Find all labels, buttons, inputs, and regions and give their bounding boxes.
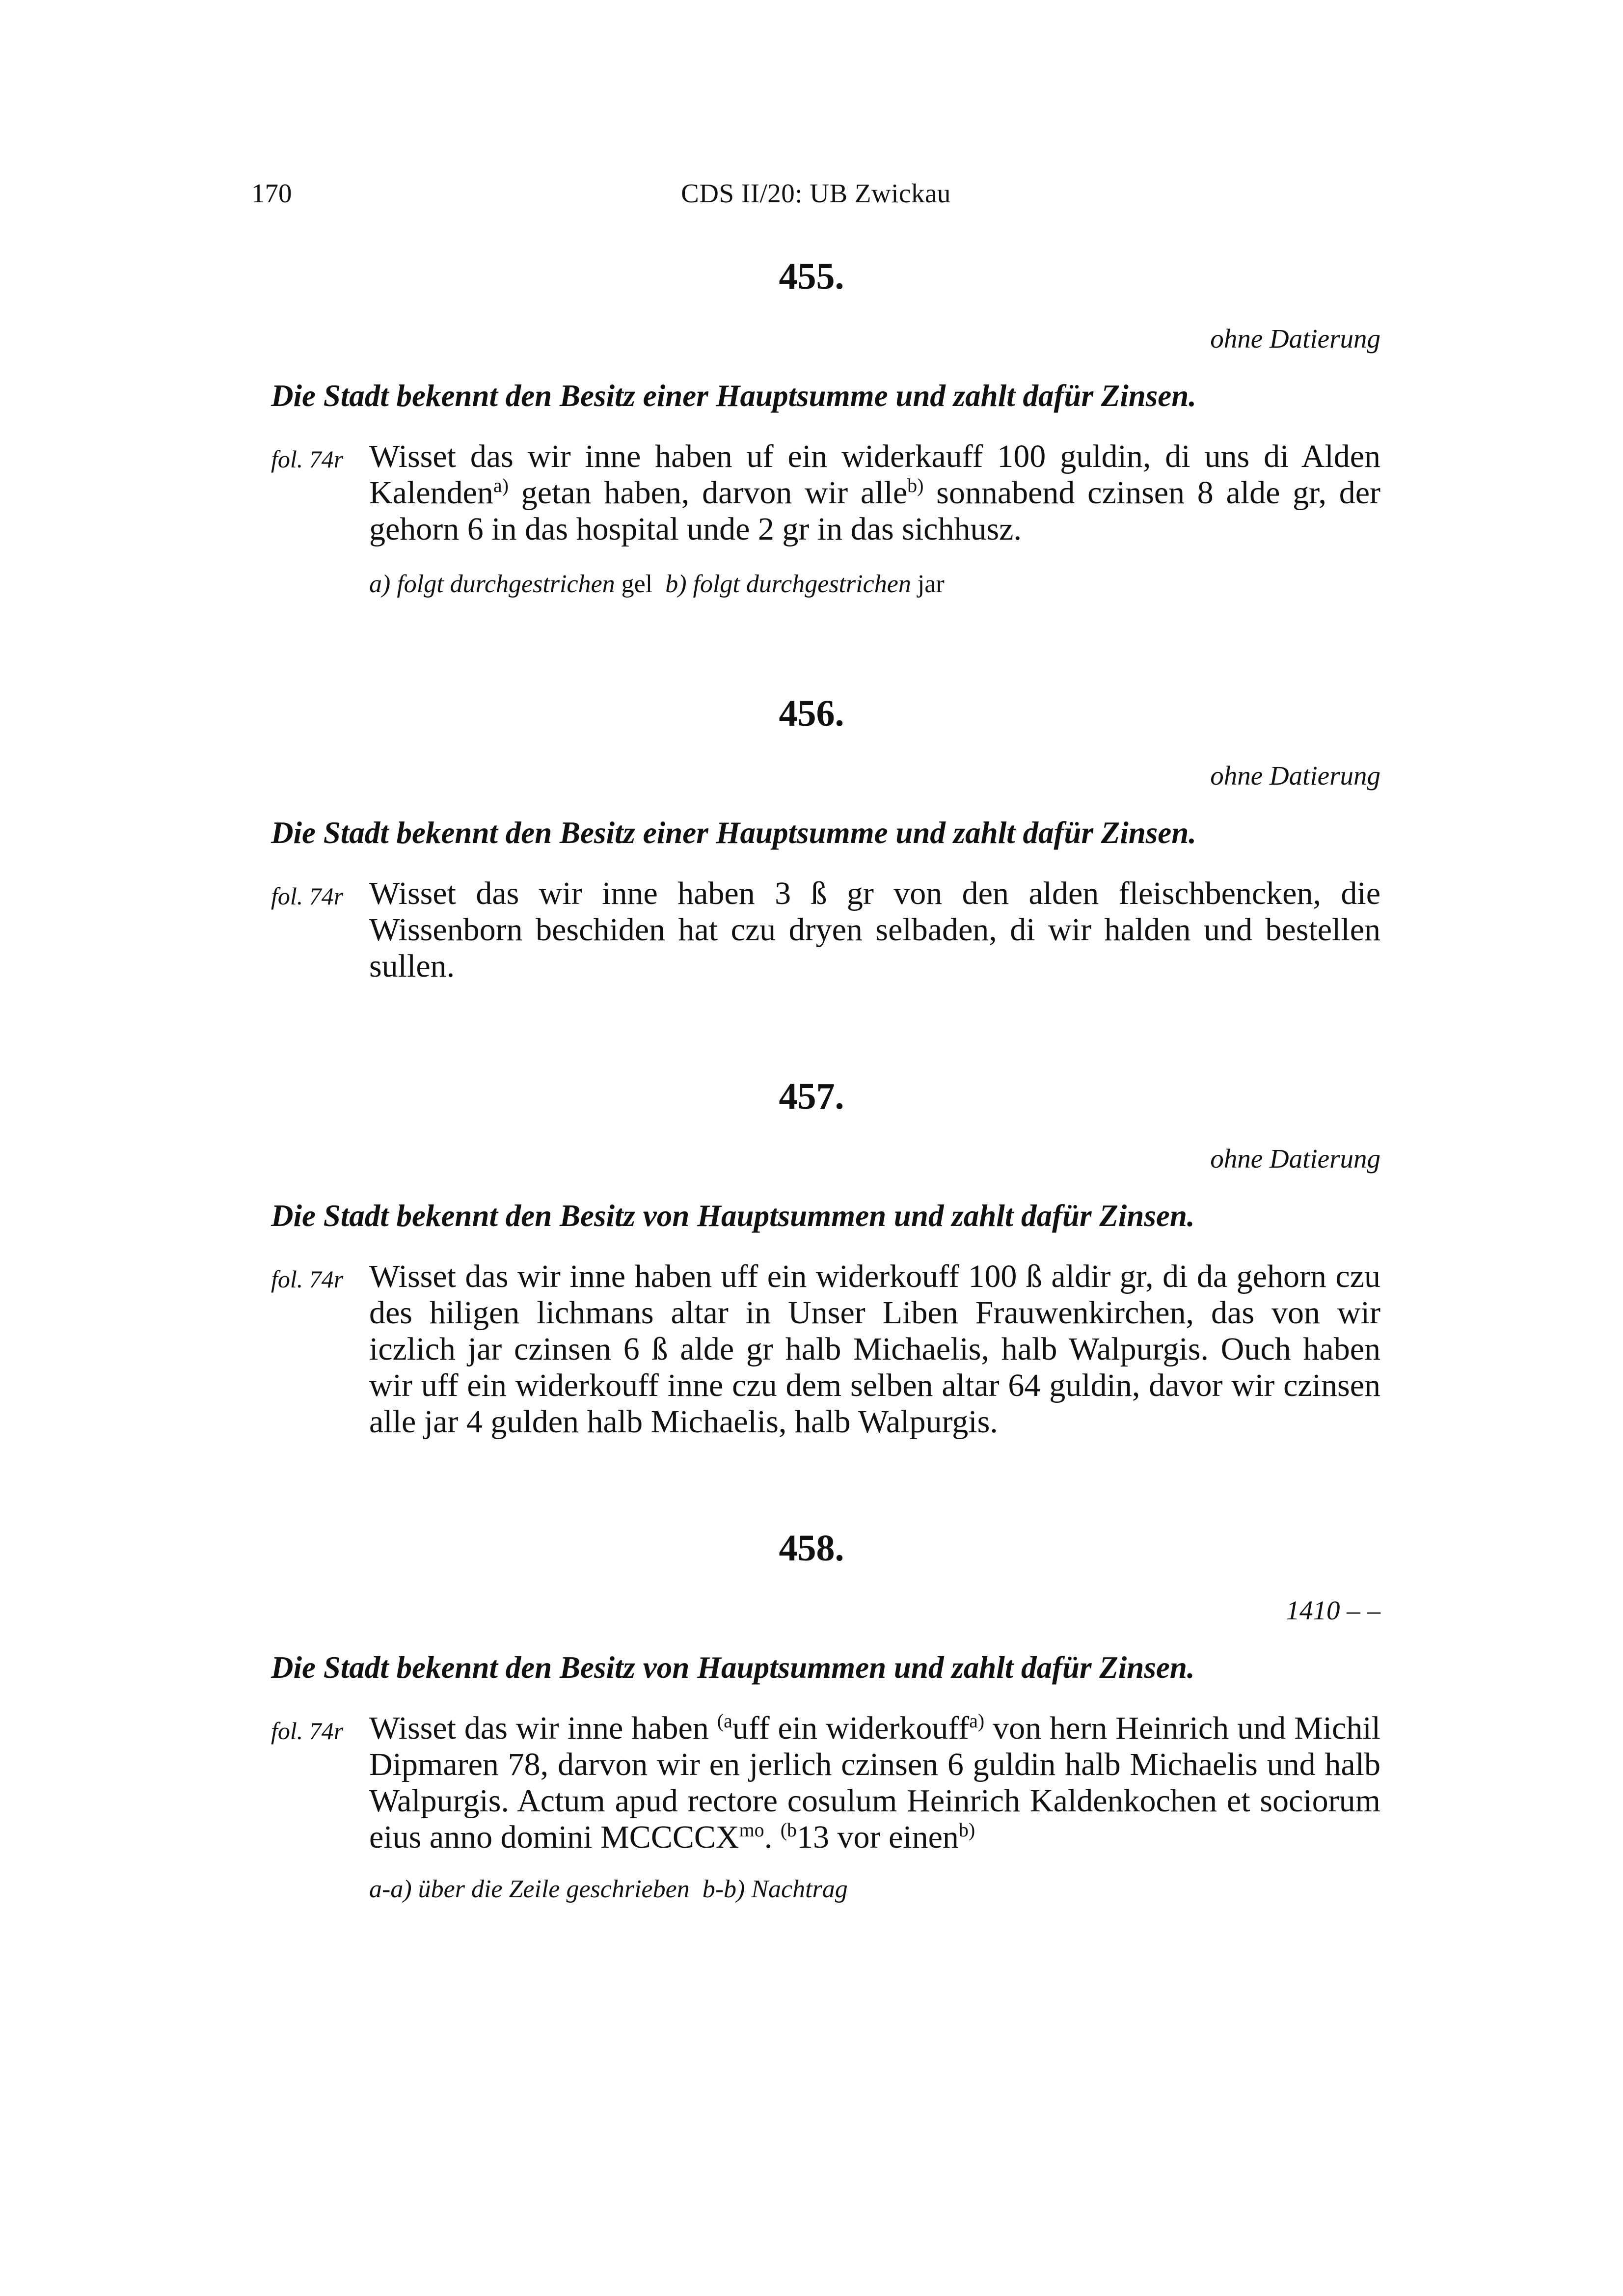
footnote-marker: (b: [780, 1819, 797, 1841]
folio-reference: fol. 74r: [271, 882, 344, 910]
entry-date: ohne Datierung: [1210, 761, 1380, 791]
footnotes: a-a) über die Zeile geschrieben b-b) Nachtrag: [369, 1875, 848, 1903]
entry-date: 1410 – –: [1286, 1595, 1380, 1625]
footnote-marker: b): [958, 1819, 975, 1841]
folio-reference: fol. 74r: [271, 1717, 344, 1745]
entry-summary: Die Stadt bekennt den Besitz einer Hauptsumme und zahlt dafür Zinsen.: [271, 379, 1197, 413]
entry-number: 457.: [779, 1076, 844, 1117]
entry-text: Wisset das wir inne haben $^{(a}$uff ein widerkouff$^{a)}$ von hern Heinrich und Michil Dipmaren 78, darvon wir en jerlich czinsen 6 guldin halb Michaelis und halb Walpurgis. Actum apud rectore cosulum Heinrich Kaldenkochen et sociorum eius anno domini $MCCCCX^{mo}$. $^{(b}$13 vor einen$^{b)}$: [369, 1710, 1380, 1855]
entry-number: 455.: [779, 256, 844, 297]
page-number: 170: [251, 178, 292, 208]
entry-date: ohne Datierung: [1210, 324, 1380, 354]
entry-text: Wisset das wir inne haben uf ein widerkauff 100 guldin, di uns di Alden Kalenden$^{a)}$ getan haben, darvon wir alle$^{b)}$ sonnabend czinsen 8 alde gr, der gehorn 6 in das hospital unde 2 gr in das sichhusz.: [369, 438, 1380, 547]
footnote-marker: a): [493, 474, 509, 496]
entry-number: 458.: [779, 1528, 844, 1569]
entry-summary: Die Stadt bekennt den Besitz einer Hauptsumme und zahlt dafür Zinsen.: [271, 816, 1197, 850]
page-header: [251, 178, 1380, 217]
entry-summary: Die Stadt bekennt den Besitz von Hauptsummen und zahlt dafür Zinsen.: [271, 1199, 1195, 1233]
footnotes: a) folgt durchgestrichen gel b) folgt durchgestrichen jar: [369, 570, 945, 598]
entry-text: Wisset das wir inne haben uff ein widerkouff 100 ß aldir gr, di da gehorn czu des hiligen lichmans altar in Unser Liben Frauwenkirchen, das von wir iczlich jar czinsen 6 ß alde gr halb Michaelis, halb Walpurgis. Ouch haben wir uff ein widerkouff inne czu dem selben altar 64 guldin, davor wir czinsen alle jar 4 gulden halb Michaelis, halb Walpurgis.: [369, 1258, 1380, 1440]
entry-number: 456.: [779, 693, 844, 734]
folio-reference: fol. 74r: [271, 1265, 344, 1293]
folio-reference: fol. 74r: [271, 445, 344, 473]
footnote-marker: b): [907, 474, 924, 496]
entry-summary: Die Stadt bekennt den Besitz von Hauptsummen und zahlt dafür Zinsen.: [271, 1650, 1195, 1685]
footnote-marker: (a: [717, 1710, 732, 1732]
entry-text: Wisset das wir inne haben 3 ß gr von den alden fleischbencken, die Wissenborn beschiden hat czu dryen selbaden, di wir halden und bestellen sullen.: [369, 875, 1380, 984]
running-title: CDS II/20: UB Zwickau: [681, 178, 951, 208]
entry-date: ohne Datierung: [1210, 1144, 1380, 1174]
superscript-mo: mo: [739, 1819, 764, 1841]
footnote-marker: a): [969, 1710, 985, 1732]
